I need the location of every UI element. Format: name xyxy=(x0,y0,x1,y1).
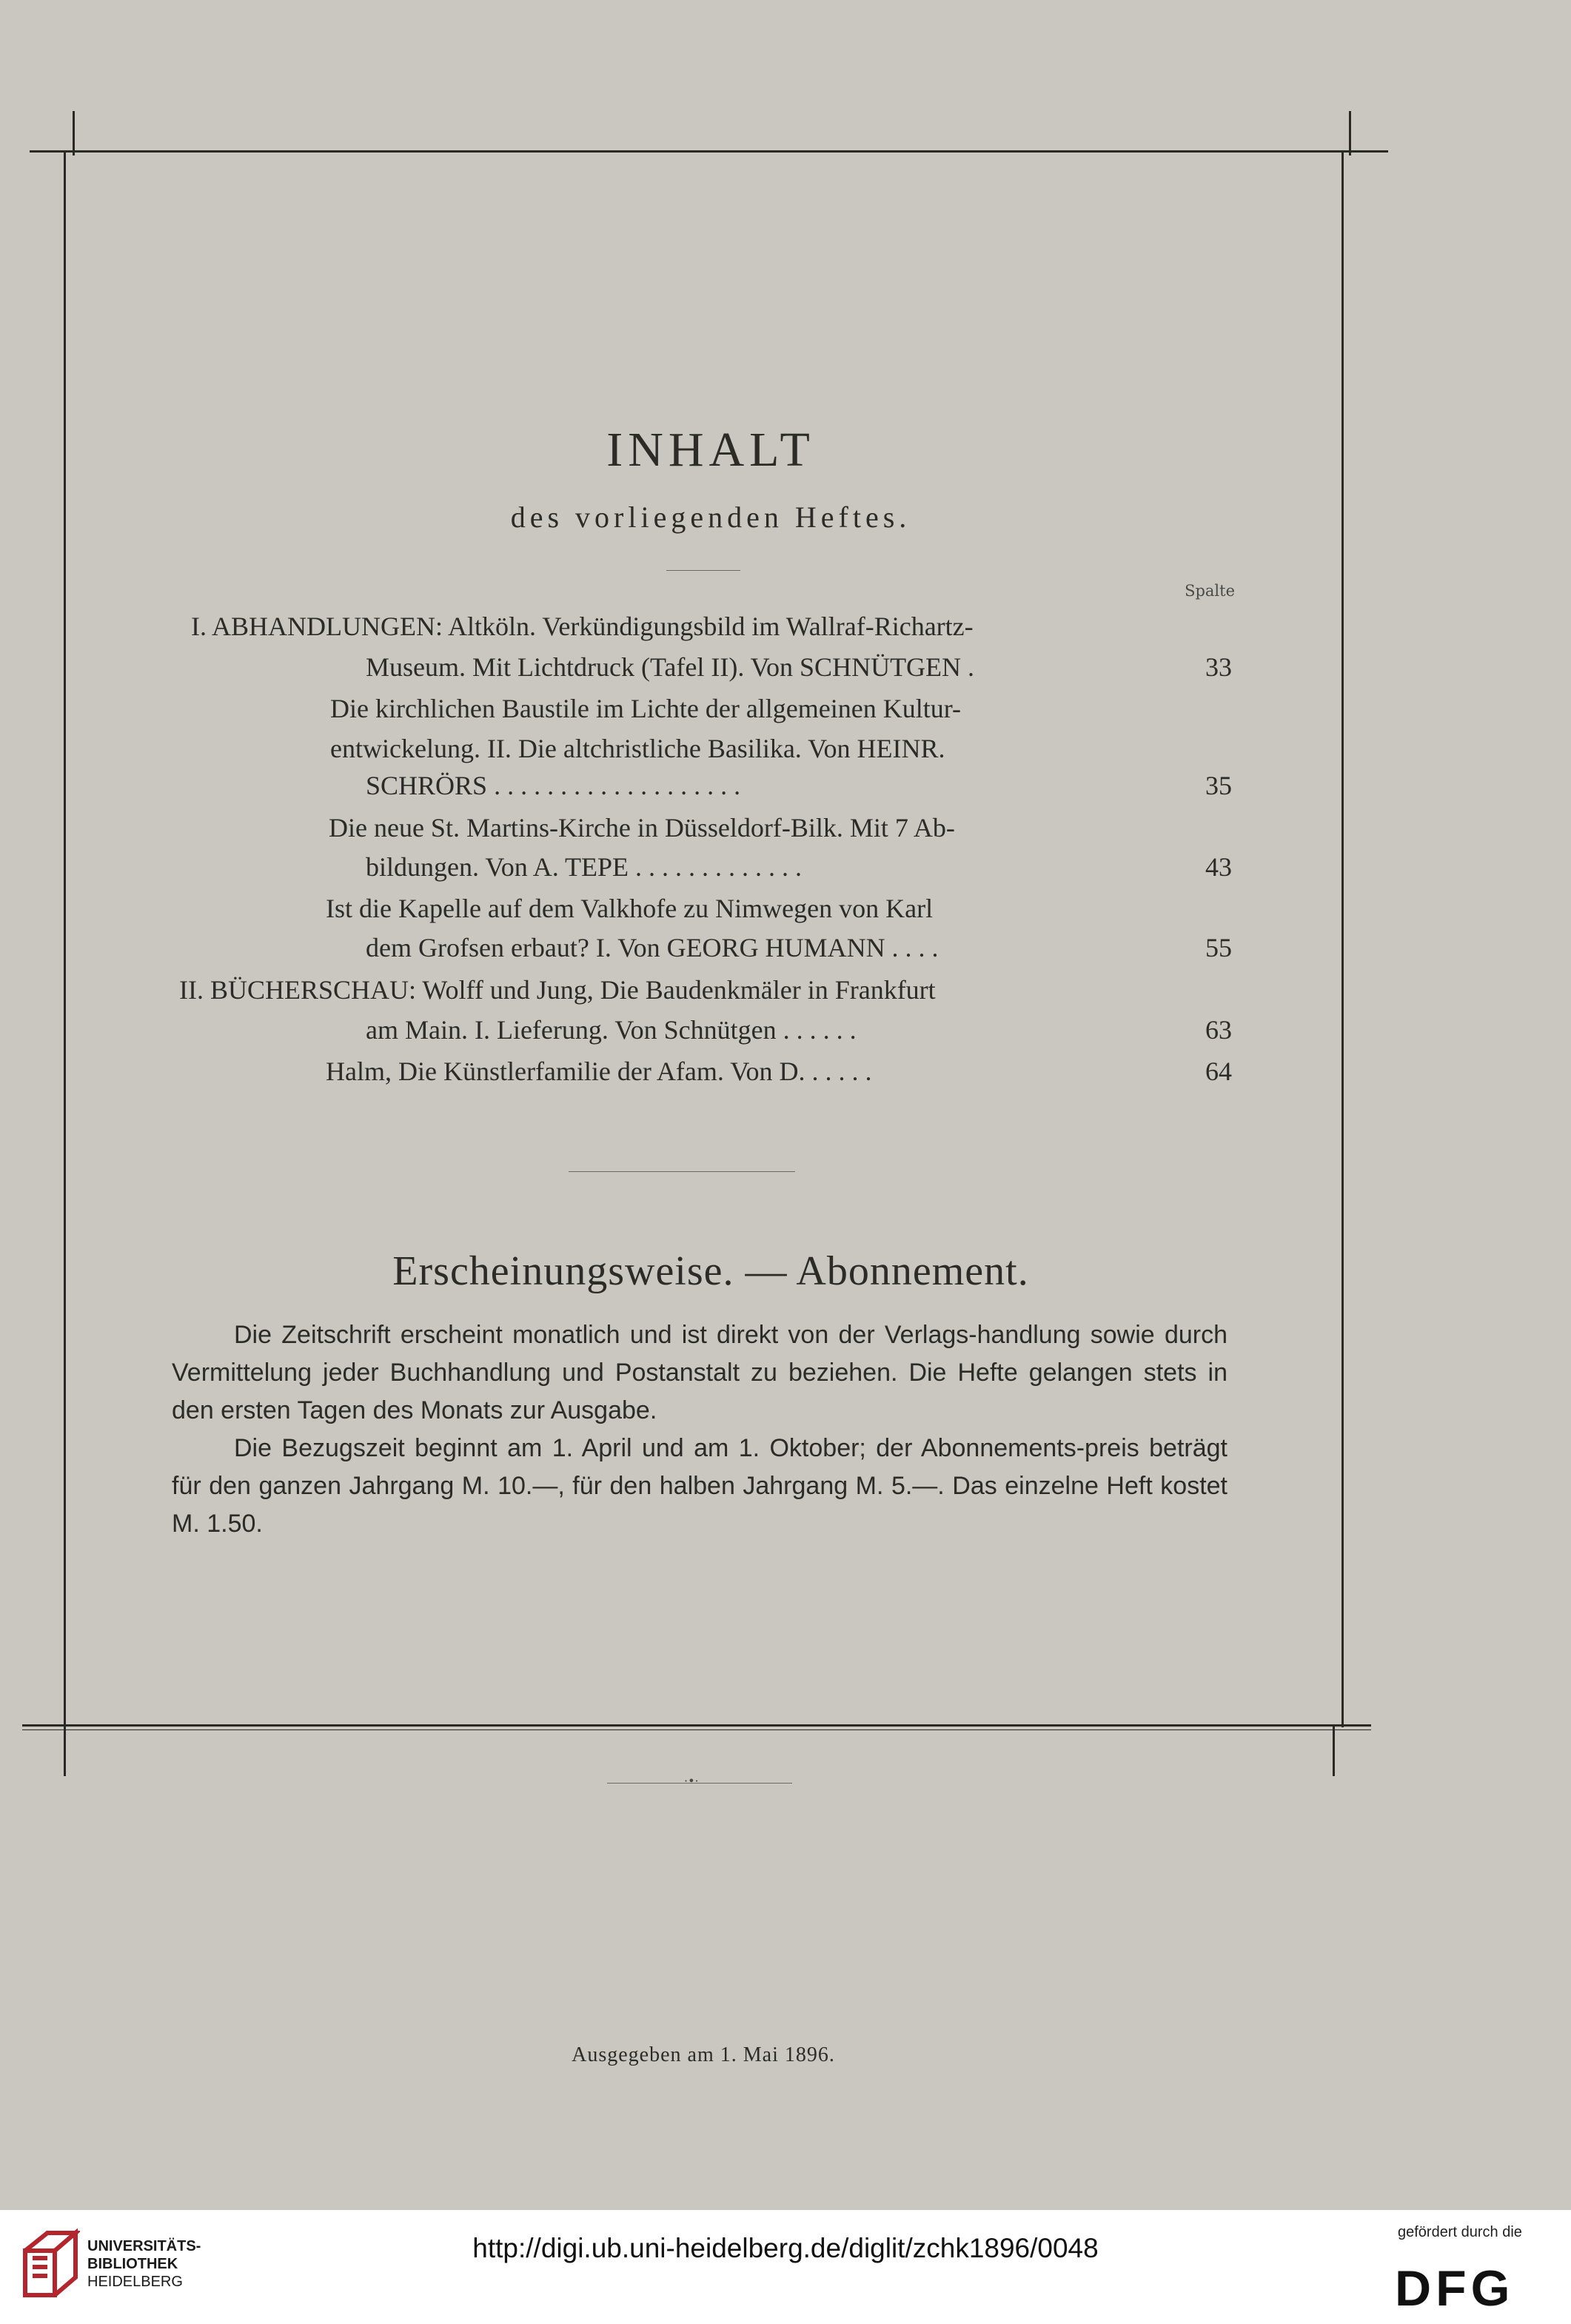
section-heading: Erscheinungsweise. — Abonnement. xyxy=(392,1248,1029,1294)
frame-left-top-tick xyxy=(73,111,75,155)
toc-page-number: 35 xyxy=(1205,771,1232,800)
issue-date-note: Ausgegeben am 1. Mai 1896. xyxy=(572,2043,835,2066)
toc-line: Museum. Mit Lichtdruck (Tafel II). Von SCHNÜTGEN . xyxy=(366,652,975,682)
toc-page-number: 63 xyxy=(1205,1015,1232,1045)
frame-right-rule xyxy=(1341,150,1344,1727)
frame-top-rule xyxy=(30,150,1388,153)
dfg-logo[interactable]: DFG xyxy=(1395,2260,1515,2317)
section-body xyxy=(172,1316,1227,1543)
paragraph: Die Zeitschrift erscheint monatlich und ist direkt von der Verlags-handlung sowie durch Vermittelung jeder Buchhandlung und Postanstalt zu beziehen. Die Hefte gelangen stets in den ersten Tagen des Monats zur Ausgabe. xyxy=(172,1321,1227,1424)
toc-page-number: 55 xyxy=(1205,933,1232,962)
library-name-line: BIBLIOTHEK xyxy=(87,2256,178,2272)
toc-line: Die kirchlichen Baustile im Lichte der allgemeinen Kultur- xyxy=(330,694,961,723)
library-name-line: UNIVERSITÄTS- xyxy=(87,2238,201,2254)
toc-page-number: 33 xyxy=(1205,652,1232,682)
toc-line: am Main. I. Lieferung. Von Schnütgen . . . . . . xyxy=(366,1015,857,1045)
page-subtitle: des vorliegenden Heftes. xyxy=(510,500,911,534)
toc-line: Ist die Kapelle auf dem Valkhofe zu Nimwegen von Karl xyxy=(326,894,934,923)
toc-line: SCHRÖRS . . . . . . . . . . . . . . . . . . . xyxy=(366,771,741,800)
frame-right-bottom-tick xyxy=(1333,1724,1335,1776)
toc-line: I. ABHANDLUNGEN: Altköln. Verkündigungsbild im Wallraf-Richartz- xyxy=(191,612,974,641)
frame-left-rule xyxy=(64,150,66,1727)
section-divider xyxy=(569,1171,795,1172)
end-ornament-rule xyxy=(607,1783,792,1784)
column-label: Spalte xyxy=(1185,582,1235,600)
toc-line: II. BÜCHERSCHAU: Wolff und Jung, Die Baudenkmäler in Frankfurt xyxy=(179,975,936,1005)
end-ornament: ·•· xyxy=(684,1774,699,1788)
frame-right-top-tick xyxy=(1349,111,1351,155)
frame-left-bottom-tick xyxy=(64,1724,66,1776)
permalink-url[interactable]: http://digi.ub.uni-heidelberg.de/diglit/zchk1896/0048 xyxy=(472,2233,1099,2263)
paragraph: Die Bezugszeit beginnt am 1. April und am 1. Oktober; der Abonnements-preis beträgt für den ganzen Jahrgang M. 10.—, für den halben Jahrgang M. 5.—. Das einzelne Heft kostet M. 1.50. xyxy=(172,1434,1227,1538)
toc-line: dem Grofsen erbaut? I. Von GEORG HUMANN . . . . xyxy=(366,933,939,962)
toc-line: Die neue St. Martins-Kirche in Düsseldorf-Bilk. Mit 7 Ab- xyxy=(329,813,955,843)
page-title: INHALT xyxy=(606,423,815,477)
toc-page-number: 43 xyxy=(1205,852,1232,882)
title-divider xyxy=(666,570,740,571)
toc-line: entwickelung. II. Die altchristliche Basilika. Von HEINR. xyxy=(330,734,945,763)
toc-line: Halm, Die Künstlerfamilie der Afam. Von D. . . . . . xyxy=(326,1056,872,1086)
sponsor-label: gefördert durch die xyxy=(1398,2224,1522,2240)
institution-bar xyxy=(0,2210,1571,2324)
library-name-line: HEIDELBERG xyxy=(87,2274,183,2290)
frame-bottom-rule-2 xyxy=(22,1729,1371,1730)
frame-bottom-rule xyxy=(22,1724,1371,1727)
toc-line: bildungen. Von A. TEPE . . . . . . . . . . . . . xyxy=(366,852,803,882)
toc-page-number: 64 xyxy=(1205,1056,1232,1086)
